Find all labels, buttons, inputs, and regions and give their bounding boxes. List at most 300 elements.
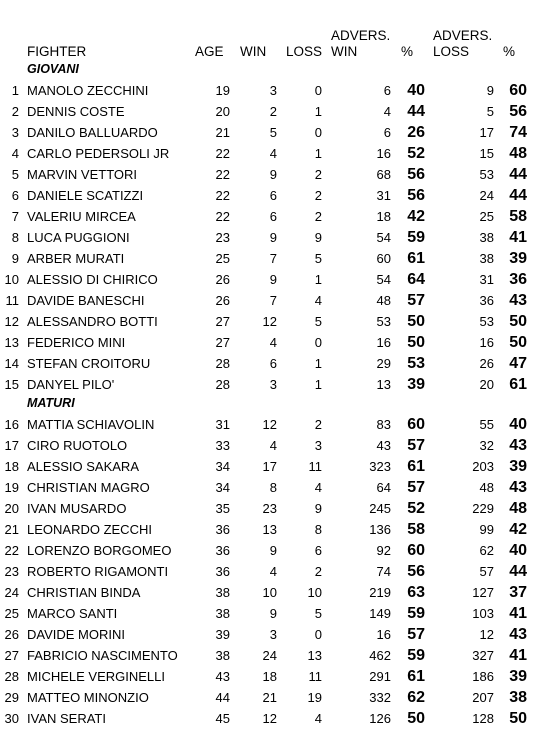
age-cell: 45 [215,711,230,726]
advers-win-cell: 6 [383,83,391,98]
age-cell: 38 [215,648,230,663]
age-cell: 44 [215,690,230,705]
win-cell: 2 [269,104,277,119]
pct-loss-cell: 43 [509,479,527,496]
loss-cell: 4 [314,480,322,495]
loss-cell: 1 [314,146,322,161]
age-cell: 22 [215,146,230,161]
row-number: 15 [4,377,19,392]
advers-win-cell: 16 [376,335,391,350]
advers-loss-cell: 25 [479,209,494,224]
loss-cell: 2 [314,209,322,224]
advers-loss-cell: 26 [479,356,494,371]
table-row [0,311,540,332]
row-number: 21 [4,522,19,537]
advers-loss-cell: 12 [479,627,494,642]
win-cell: 12 [262,417,277,432]
loss-cell: 2 [314,167,322,182]
pct-loss-cell: 50 [509,710,527,727]
win-cell: 9 [269,272,277,287]
fighter-name: VALERIU MIRCEA [27,209,136,224]
win-cell: 6 [269,356,277,371]
pct-win-cell: 40 [407,82,425,99]
advers-win-cell: 245 [369,501,391,516]
loss-cell: 5 [314,314,322,329]
fighter-name: ALESSANDRO BOTTI [27,314,158,329]
win-cell: 9 [269,167,277,182]
loss-cell: 1 [314,272,322,287]
row-number: 29 [4,690,19,705]
fighter-name: STEFAN CROITORU [27,356,151,371]
advers-win-cell: 53 [376,314,391,329]
pct-win-cell: 44 [407,103,425,120]
advers-loss-cell: 103 [472,606,494,621]
win-cell: 6 [269,188,277,203]
pct-loss-cell: 44 [509,166,527,183]
fighter-name: MATTIA SCHIAVOLIN [27,417,155,432]
fighter-name: LORENZO BORGOMEO [27,543,172,558]
win-cell: 24 [262,648,277,663]
pct-win-cell: 61 [407,250,425,267]
win-cell: 3 [269,627,277,642]
row-number: 22 [4,543,19,558]
pct-loss-cell: 50 [509,334,527,351]
advers-loss-cell: 53 [479,314,494,329]
pct-win-cell: 64 [407,271,425,288]
advers-loss-cell: 38 [479,230,494,245]
header-fighter: FIGHTER [27,44,87,59]
advers-loss-cell: 17 [479,125,494,140]
table-row [0,603,540,624]
pct-win-cell: 57 [407,292,425,309]
advers-loss-cell: 48 [479,480,494,495]
win-cell: 18 [262,669,277,684]
fighter-name: MARCO SANTI [27,606,118,621]
win-cell: 9 [269,230,277,245]
row-number: 6 [11,188,19,203]
row-number: 7 [11,209,19,224]
advers-win-cell: 31 [376,188,391,203]
advers-loss-cell: 99 [479,522,494,537]
table-row [0,498,540,519]
loss-cell: 9 [314,230,322,245]
advers-win-cell: 60 [376,251,391,266]
table-row [0,666,540,687]
win-cell: 9 [269,543,277,558]
fighter-name: ARBER MURATI [27,251,125,266]
pct-loss-cell: 39 [509,250,527,267]
fighter-name: ALESSIO SAKARA [27,459,139,474]
loss-cell: 3 [314,438,322,453]
table-row [0,456,540,477]
advers-win-cell: 68 [376,167,391,182]
table-row [0,414,540,435]
table-row [0,185,540,206]
win-cell: 7 [269,293,277,308]
advers-loss-cell: 207 [472,690,494,705]
advers-loss-cell: 16 [479,335,494,350]
advers-loss-cell: 203 [472,459,494,474]
win-cell: 12 [262,711,277,726]
age-cell: 38 [215,585,230,600]
fighter-name: IVAN MUSARDO [27,501,127,516]
header-loss: LOSS [286,44,323,59]
table-row [0,80,540,101]
advers-win-cell: 332 [369,690,391,705]
section-title: MATURI [27,396,75,410]
advers-win-cell: 48 [376,293,391,308]
age-cell: 38 [215,606,230,621]
row-number: 11 [5,293,19,308]
win-cell: 7 [269,251,277,266]
loss-cell: 4 [314,293,322,308]
loss-cell: 0 [314,125,322,140]
header-pct-win: % [401,44,414,59]
fighter-name: DAVIDE MORINI [27,627,125,642]
pct-loss-cell: 41 [509,605,527,622]
advers-loss-cell: 62 [479,543,494,558]
advers-loss-cell: 57 [479,564,494,579]
pct-loss-cell: 39 [509,458,527,475]
fighter-name: CIRO RUOTOLO [27,438,128,453]
advers-win-cell: 54 [376,230,391,245]
table-row [0,290,540,311]
fighter-name: CHRISTIAN MAGRO [27,480,150,495]
pct-win-cell: 56 [407,166,425,183]
table-row [0,248,540,269]
table-row [0,582,540,603]
pct-loss-cell: 61 [509,376,527,393]
pct-win-cell: 60 [407,416,425,433]
advers-win-cell: 64 [376,480,391,495]
win-cell: 3 [269,377,277,392]
pct-win-cell: 60 [407,542,425,559]
advers-win-cell: 16 [376,146,391,161]
pct-loss-cell: 37 [509,584,527,601]
advers-win-cell: 149 [369,606,391,621]
row-number: 19 [4,480,19,495]
pct-loss-cell: 60 [509,82,527,99]
table-row [0,477,540,498]
pct-win-cell: 50 [407,334,425,351]
pct-loss-cell: 56 [509,103,527,120]
pct-win-cell: 26 [407,124,425,141]
table-row [0,164,540,185]
pct-loss-cell: 48 [509,500,527,517]
loss-cell: 5 [314,251,322,266]
table-row [0,332,540,353]
win-cell: 4 [269,564,277,579]
fighter-name: LUCA PUGGIONI [27,230,130,245]
row-number: 20 [4,501,19,516]
pct-win-cell: 53 [407,355,425,372]
loss-cell: 2 [314,188,322,203]
pct-loss-cell: 47 [509,355,527,372]
advers-win-cell: 54 [376,272,391,287]
loss-cell: 11 [308,459,322,474]
fighter-name: DAVIDE BANESCHI [27,293,145,308]
fighter-name: MICHELE VERGINELLI [27,669,165,684]
advers-loss-cell: 229 [472,501,494,516]
age-cell: 36 [215,564,230,579]
loss-cell: 1 [314,356,322,371]
loss-cell: 2 [314,417,322,432]
row-number: 10 [4,272,19,287]
advers-loss-cell: 15 [479,146,494,161]
loss-cell: 0 [314,335,322,350]
row-number: 25 [4,606,19,621]
table-header [0,28,540,60]
loss-cell: 10 [307,585,322,600]
pct-win-cell: 59 [407,229,425,246]
row-number: 14 [4,356,19,371]
loss-cell: 0 [314,627,322,642]
win-cell: 3 [269,83,277,98]
fighter-name: DANYEL PILO' [27,377,115,392]
age-cell: 25 [215,251,230,266]
age-cell: 20 [215,104,230,119]
header-age: AGE [195,44,224,59]
advers-loss-cell: 36 [479,293,494,308]
loss-cell: 0 [314,83,322,98]
loss-cell: 6 [314,543,322,558]
win-cell: 10 [262,585,277,600]
pct-loss-cell: 44 [509,563,527,580]
pct-win-cell: 56 [407,187,425,204]
win-cell: 8 [269,480,277,495]
pct-win-cell: 42 [407,208,425,225]
row-number: 2 [11,104,19,119]
win-cell: 21 [262,690,277,705]
advers-loss-cell: 128 [472,711,494,726]
row-number: 24 [4,585,19,600]
fighter-name: FEDERICO MINI [27,335,126,350]
age-cell: 28 [215,377,230,392]
age-cell: 34 [215,459,230,474]
pct-loss-cell: 40 [509,416,527,433]
table-row [0,374,540,395]
loss-cell: 2 [314,564,322,579]
pct-win-cell: 52 [407,500,425,517]
advers-win-cell: 18 [376,209,391,224]
table-row [0,269,540,290]
advers-loss-cell: 31 [479,272,494,287]
win-cell: 17 [262,459,277,474]
fighter-name: CHRISTIAN BINDA [27,585,141,600]
table-row [0,540,540,561]
advers-win-cell: 462 [369,648,391,663]
table-row [0,122,540,143]
age-cell: 28 [215,356,230,371]
win-cell: 23 [262,501,277,516]
loss-cell: 13 [307,648,322,663]
row-number: 30 [4,711,19,726]
pct-loss-cell: 58 [509,208,527,225]
pct-win-cell: 50 [407,710,425,727]
advers-loss-cell: 9 [486,83,494,98]
age-cell: 33 [215,438,230,453]
fighter-name: LEONARDO ZECCHI [27,522,152,537]
win-cell: 4 [269,146,277,161]
table-row [0,561,540,582]
loss-cell: 1 [314,104,322,119]
pct-win-cell: 59 [407,605,425,622]
pct-loss-cell: 36 [509,271,527,288]
loss-cell: 19 [307,690,322,705]
age-cell: 26 [215,293,230,308]
table-row [0,206,540,227]
row-number: 4 [11,146,19,161]
table-row [0,353,540,374]
pct-win-cell: 61 [407,668,425,685]
pct-win-cell: 58 [407,521,425,538]
advers-win-cell: 323 [369,459,391,474]
age-cell: 19 [215,83,230,98]
pct-loss-cell: 43 [509,626,527,643]
advers-win-cell: 291 [369,669,391,684]
table-row [0,143,540,164]
pct-win-cell: 50 [407,313,425,330]
advers-win-cell: 136 [369,522,391,537]
advers-loss-cell: 38 [479,251,494,266]
advers-win-cell: 74 [376,564,391,579]
win-cell: 12 [262,314,277,329]
header-advers-win-line1: ADVERS. [331,28,391,43]
age-cell: 27 [215,314,230,329]
win-cell: 9 [269,606,277,621]
row-number: 1 [11,83,19,98]
age-cell: 35 [215,501,230,516]
age-cell: 22 [215,167,230,182]
pct-win-cell: 63 [407,584,425,601]
table-row [0,101,540,122]
advers-win-cell: 83 [376,417,391,432]
pct-loss-cell: 48 [509,145,527,162]
pct-win-cell: 62 [407,689,425,706]
header-advers-win-line2: WIN [331,44,358,59]
advers-win-cell: 16 [376,627,391,642]
pct-win-cell: 57 [407,437,425,454]
table-row [0,645,540,666]
win-cell: 13 [262,522,277,537]
win-cell: 5 [269,125,277,140]
advers-win-cell: 4 [383,104,391,119]
advers-win-cell: 126 [369,711,391,726]
table-row [0,708,540,729]
table-row [0,687,540,708]
pct-loss-cell: 43 [509,437,527,454]
pct-win-cell: 57 [407,626,425,643]
loss-cell: 1 [314,377,322,392]
age-cell: 34 [215,480,230,495]
advers-loss-cell: 327 [472,648,494,663]
fighter-name: MARVIN VETTORI [27,167,138,182]
row-number: 18 [4,459,19,474]
advers-win-cell: 6 [383,125,391,140]
fighter-name: IVAN SERATI [27,711,106,726]
row-number: 9 [11,251,19,266]
pct-loss-cell: 43 [509,292,527,309]
win-cell: 4 [269,335,277,350]
pct-win-cell: 39 [407,376,425,393]
age-cell: 31 [215,417,230,432]
loss-cell: 5 [314,606,322,621]
row-number: 13 [4,335,19,350]
fighter-name: MATTEO MINONZIO [27,690,149,705]
pct-win-cell: 57 [407,479,425,496]
advers-loss-cell: 24 [479,188,494,203]
age-cell: 21 [215,125,230,140]
age-cell: 39 [215,627,230,642]
age-cell: 26 [215,272,230,287]
header-pct-loss: % [503,44,516,59]
advers-loss-cell: 32 [479,438,494,453]
table-row [0,435,540,456]
fighter-name: ROBERTO RIGAMONTI [27,564,169,579]
fighter-name: MANOLO ZECCHINI [27,83,149,98]
win-cell: 4 [269,438,277,453]
pct-loss-cell: 42 [509,521,527,538]
loss-cell: 9 [314,501,322,516]
pct-loss-cell: 39 [509,668,527,685]
row-number: 28 [4,669,19,684]
row-number: 5 [11,167,19,182]
advers-loss-cell: 55 [479,417,494,432]
loss-cell: 11 [308,669,322,684]
loss-cell: 8 [314,522,322,537]
age-cell: 36 [215,522,230,537]
row-number: 26 [4,627,19,642]
advers-win-cell: 43 [376,438,391,453]
pct-loss-cell: 44 [509,187,527,204]
row-number: 23 [4,564,19,579]
fighter-name: DENNIS COSTE [27,104,125,119]
header-advers-loss-line2: LOSS [433,44,470,59]
section-title: GIOVANI [27,62,79,76]
advers-win-cell: 29 [376,356,391,371]
pct-loss-cell: 40 [509,542,527,559]
advers-loss-cell: 127 [472,585,494,600]
row-number: 3 [11,125,19,140]
fighter-name: FABRICIO NASCIMENTO [27,648,178,663]
row-number: 17 [4,438,19,453]
age-cell: 36 [215,543,230,558]
table-row [0,624,540,645]
table-row [0,227,540,248]
row-number: 27 [4,648,19,663]
row-number: 8 [11,230,19,245]
fighter-name: DANIELE SCATIZZI [27,188,144,203]
advers-win-cell: 13 [376,377,391,392]
win-cell: 6 [269,209,277,224]
advers-loss-cell: 186 [472,669,494,684]
header-advers-loss-line1: ADVERS. [433,28,493,43]
fighter-name: DANILO BALLUARDO [27,125,158,140]
pct-loss-cell: 41 [509,647,527,664]
age-cell: 43 [215,669,230,684]
pct-win-cell: 59 [407,647,425,664]
advers-loss-cell: 20 [479,377,494,392]
fighter-name: ALESSIO DI CHIRICO [27,272,158,287]
pct-win-cell: 56 [407,563,425,580]
pct-win-cell: 52 [407,145,425,162]
age-cell: 22 [215,209,230,224]
pct-loss-cell: 41 [509,229,527,246]
advers-win-cell: 219 [369,585,391,600]
advers-win-cell: 92 [376,543,391,558]
pct-loss-cell: 38 [509,689,527,706]
fighter-name: CARLO PEDERSOLI JR [27,146,170,161]
